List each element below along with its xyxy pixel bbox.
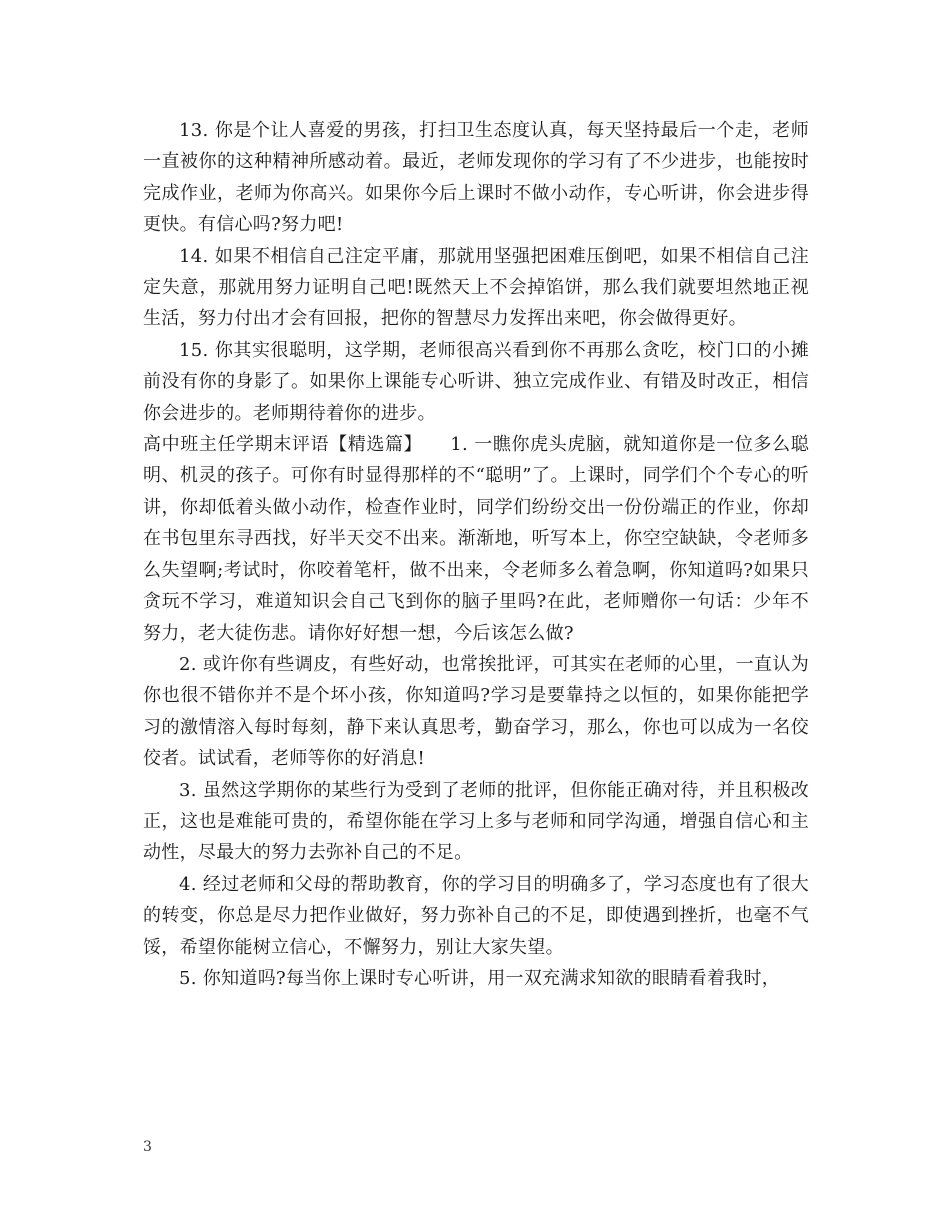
paragraph-13: 13. 你是个让人喜爱的男孩，打扫卫生态度认真，每天坚持最后一个走，老师一直被你的这种精神所感动着。最近，老师发现你的学习有了不少进步，也能按时完成作业，老师为你高兴。如果你今后上课时不做小动作，专心听讲，你会进步得更快。有信心吗?努力吧! [143, 120, 809, 236]
section-heading: 高中班主任学期末评语【精选篇】 [143, 434, 423, 456]
section-heading-paragraph [143, 429, 809, 649]
paragraph-5: 5. 你知道吗?每当你上课时专心听讲，用一双充满求知欲的眼睛看着我时， [179, 967, 781, 989]
page-number: 3 [143, 1139, 152, 1155]
paragraph-3: 3. 虽然这学期你的某些行为受到了老师的批评，但你能正确对待，并且积极改正，这也是难能可贵的，希望你能在学习上多与老师和同学沟通，增强自信心和主动性，尽最大的努力去弥补自己的不足。 [143, 779, 809, 864]
document-body [143, 115, 809, 994]
paragraph-1: 1. 一瞧你虎头虎脑，就知道你是一位多么聪明、机灵的孩子。可你有时显得那样的不“聪明”了。上课时，同学们个个专心的听讲，你却低着头做小动作，检查作业时，同学们纷纷交出一份份端正的作业，你却在书包里东寻西找，好半天交不出来。渐渐地，听写本上，你空空缺缺，令老师多么失望啊;考试时，你咬着笔杆，做不出来，令老师多么着急啊，你知道吗?如果只贪玩不学习，难道知识会自己飞到你的脑子里吗?在此，老师赠你一句话：少年不努力，老大徒伤悲。请你好好想一想，今后该怎么做? [143, 434, 809, 644]
paragraph-14: 14. 如果不相信自己注定平庸，那就用坚强把困难压倒吧，如果不相信自己注定失意，那就用努力证明自己吧!既然天上不会掉馅饼，那么我们就要坦然地正视生活，努力付出才会有回报，把你的智慧尽力发挥出来吧，你会做得更好。 [143, 245, 809, 330]
paragraph-15: 15. 你其实很聪明，这学期，老师很高兴看到你不再那么贪吃，校门口的小摊前没有你的身影了。如果你上课能专心听讲、独立完成作业、有错及时改正，相信你会进步的。老师期待着你的进步。 [143, 339, 809, 424]
paragraph-2: 2. 或许你有些调皮，有些好动，也常挨批评，可其实在老师的心里，一直认为你也很不错你并不是个坏小孩，你知道吗?学习是要靠持之以恒的，如果你能把学习的激情溶入每时每刻，静下来认真思考，勤奋学习，那么，你也可以成为一名佼佼者。试试看，老师等你的好消息! [143, 653, 809, 770]
paragraph-4: 4. 经过老师和父母的帮助教育，你的学习目的明确多了，学习态度也有了很大的转变，你总是尽力把作业做好，努力弥补自己的不足，即使遇到挫折，也毫不气馁，希望你能树立信心，不懈努力，别让大家失望。 [143, 873, 809, 958]
